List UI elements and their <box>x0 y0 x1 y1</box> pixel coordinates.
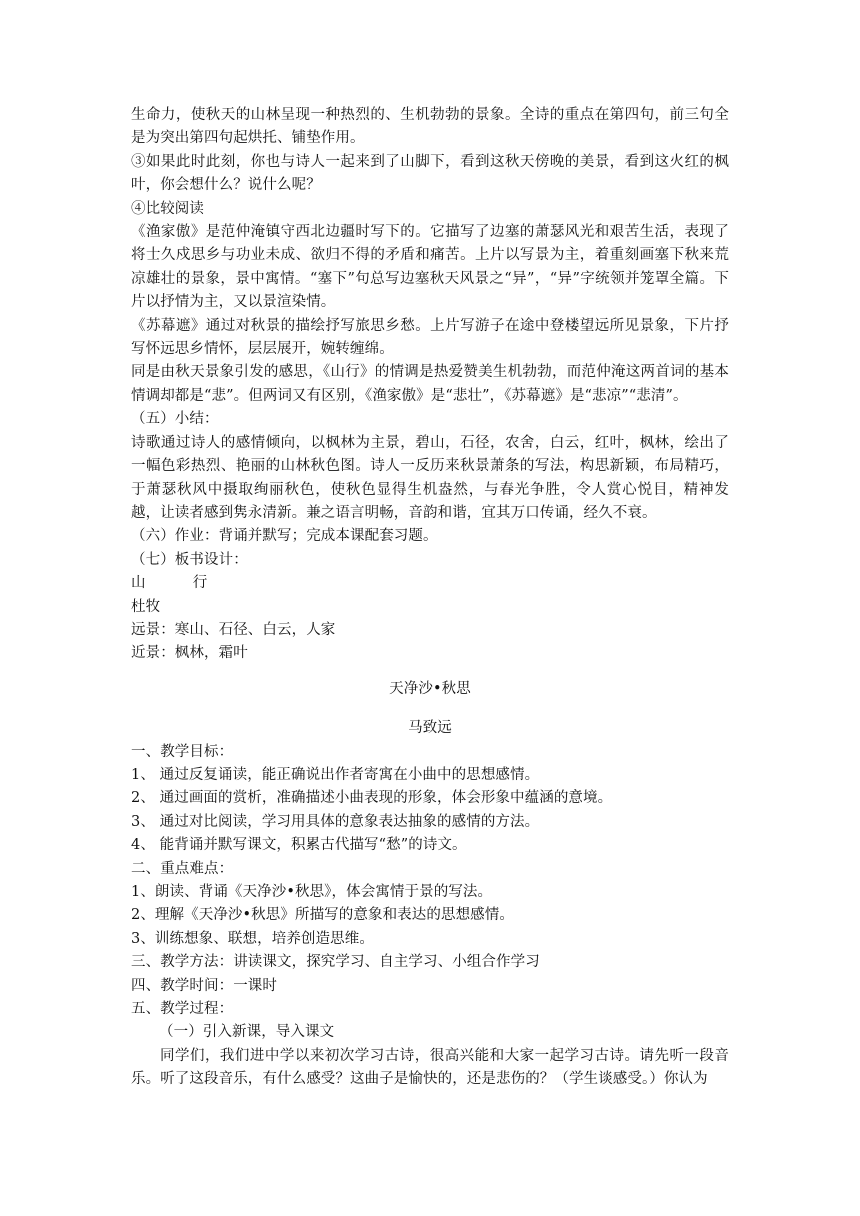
board-far-view: 远景：寒山、石径、白云，人家 <box>131 621 336 638</box>
board-poem-author: 杜牧 <box>131 598 161 615</box>
paragraph-sumuzhe: 《苏幕遮》通过对秋景的描绘抒写旅思乡愁。上片写游子在途中登楼望远所见景象，下片抒写怀远思乡情怀，层层展开，婉转缠绵。 <box>131 317 729 358</box>
heading-compare-reading: ④比较阅读 <box>131 200 204 217</box>
paragraph-analysis-end: 生命力，使秋天的山林呈现一种热烈的、生机勃勃的景象。全诗的重点在第四句，前三句全是为突出第四句起烘托、铺垫作用。 <box>131 107 729 147</box>
lesson-author: 马致远 <box>408 720 452 737</box>
heading-teaching-process: 五、教学过程： <box>131 1001 234 1018</box>
paragraph-summary: 诗歌通过诗人的感情倾向，以枫林为主景，碧山，石径，农舍，白云，红叶，枫林，绘出了一幅色彩热烈、艳丽的山林秋色图。诗人一反历来秋景萧条的写法，构思新颖，布局精巧，于萧瑟秋风中摄取绚丽秋色，使秋色显得生机盎然，与春光争胜，令人赏心悦目，精神发越，让读者感到隽永清新。兼之语言明畅，音韵和谐，宜其万口传诵，经久不衰。 <box>131 434 729 521</box>
key-point-1: 1、朗读、背诵《天净沙•秋思》，体会寓情于景的写法。 <box>131 884 493 900</box>
heading-teaching-goals: 一、教学目标： <box>131 743 234 760</box>
key-point-2: 2、理解《天净沙•秋思》所描写的意象和表达的思想感情。 <box>131 907 514 924</box>
process-step-1: （一）引入新课，导入课文 <box>159 1024 335 1041</box>
paragraph-question-3: ③如果此时此刻，你也与诗人一起来到了山脚下，看到这秋天傍晚的美景，看到这火红的枫叶，你会想什么？说什么呢？ <box>131 153 729 194</box>
heading-teaching-time: 四、教学时间：一课时 <box>131 977 277 994</box>
key-point-3: 3、训练想象、联想，培养创造思维。 <box>131 930 374 947</box>
goal-item-2: 2、 通过画面的赏析，准确描述小曲表现的形象，体会形象中蕴涵的意境。 <box>131 790 613 807</box>
board-poem-title: 山 行 <box>131 575 208 592</box>
goal-item-4: 4、 能背诵并默写课文，积累古代描写“愁”的诗文。 <box>131 837 467 854</box>
document-body <box>131 104 729 1092</box>
paragraph-intro: 同学们，我们进中学以来初次学习古诗，很高兴能和大家一起学习古诗。请先听一段音乐。听了这段音乐，有什么感受？这曲子是愉快的，还是悲伤的？（学生谈感受。）你认为 <box>131 1047 729 1088</box>
heading-teaching-method: 三、教学方法：讲读课文，探究学习、自主学习、小组合作学习 <box>131 954 540 971</box>
goal-item-3: 3、 通过对比阅读，学习用具体的意象表达抽象的感情的方法。 <box>131 813 540 830</box>
lesson-title: 天净沙•秋思 <box>389 680 471 697</box>
paragraph-comparison: 同是由秋天景象引发的感思，《山行》的情调是热爱赞美生机勃勃，而范仲淹这两首词的基本情调却都是“悲”。但两词又有区别，《渔家傲》是“悲壮”，《苏幕遮》是“悲凉”“悲清”。 <box>131 364 729 404</box>
board-near-view: 近景：枫林，霜叶 <box>131 645 248 662</box>
paragraph-yujiaao: 《渔家傲》是范仲淹镇守西北边疆时写下的。它描写了边塞的萧瑟风光和艰苦生活，表现了将士久戍思乡与功业未成、欲归不得的矛盾和痛苦。上片以写景为主，着重刻画塞下秋来荒凉雄壮的景象，景中寓情。“塞下”句总写边塞秋天风景之“异”，“异”字统领并笼罩全篇。下片以抒情为主，又以景渲染情。 <box>131 224 729 311</box>
heading-board-design: （七）板书设计： <box>131 551 248 568</box>
heading-key-points: 二、重点难点： <box>131 860 234 877</box>
heading-homework: （六）作业：背诵并默写；完成本课配套习题。 <box>131 528 438 545</box>
heading-summary: （五）小结： <box>131 411 219 428</box>
goal-item-1: 1、 通过反复诵读，能正确说出作者寄寓在小曲中的思想感情。 <box>131 766 540 783</box>
